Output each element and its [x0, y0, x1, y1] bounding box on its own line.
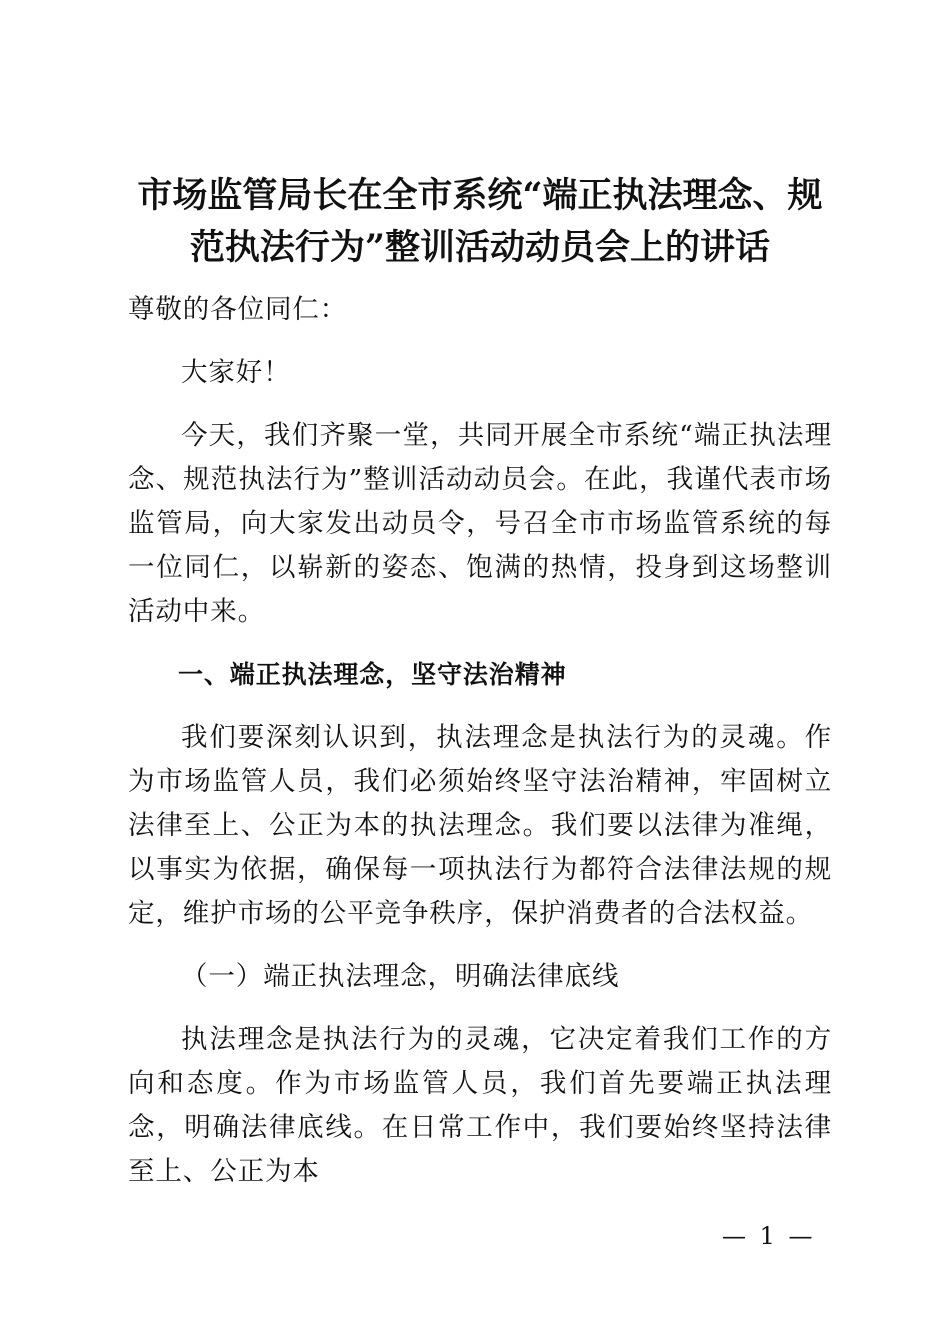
- section-1-paragraph: 我们要深刻认识到，执法理念是执法行为的灵魂。作为市场监管人员，我们必须始终坚守法治精神，牢固树立法律至上、公正为本的执法理念。我们要以法律为准绳，以事实为依据，确保每一项执法行为都符合法律法规的规定，维护市场的公平竞争秩序，保护消费者的合法权益。: [128, 722, 832, 929]
- document-title: [110, 170, 850, 274]
- subsection-1-heading: （一）端正执法理念，明确法律底线: [181, 961, 620, 992]
- subsection-1-paragraph: 执法理念是执法行为的灵魂，它决定着我们工作的方向和态度。作为市场监管人员，我们首先要端正执法理念，明确法律底线。在日常工作中，我们要始终坚持法律至上、公正为本: [128, 1024, 832, 1187]
- page-number: — 1 —: [722, 1222, 816, 1250]
- document-body: [128, 288, 832, 1213]
- intro-paragraph: 今天，我们齐聚一堂，共同开展全市系统“端正执法理念、规范执法行为”整训活动动员会。在此，我谨代表市场监管局，向大家发出动员令，号召全市市场监管系统的每一位同仁，以崭新的姿态、饱满的热情，投身到这场整训活动中来。: [128, 420, 832, 627]
- greeting: 大家好！: [181, 357, 291, 388]
- title-line-2: 范执法行为”整训活动动员会上的讲话: [189, 227, 771, 268]
- section-1-heading: 一、端正执法理念，坚守法治精神: [178, 660, 567, 689]
- title-line-1: 市场监管局长在全市系统“端正执法理念、规: [137, 175, 823, 216]
- salutation: 尊敬的各位同仁：: [128, 294, 348, 325]
